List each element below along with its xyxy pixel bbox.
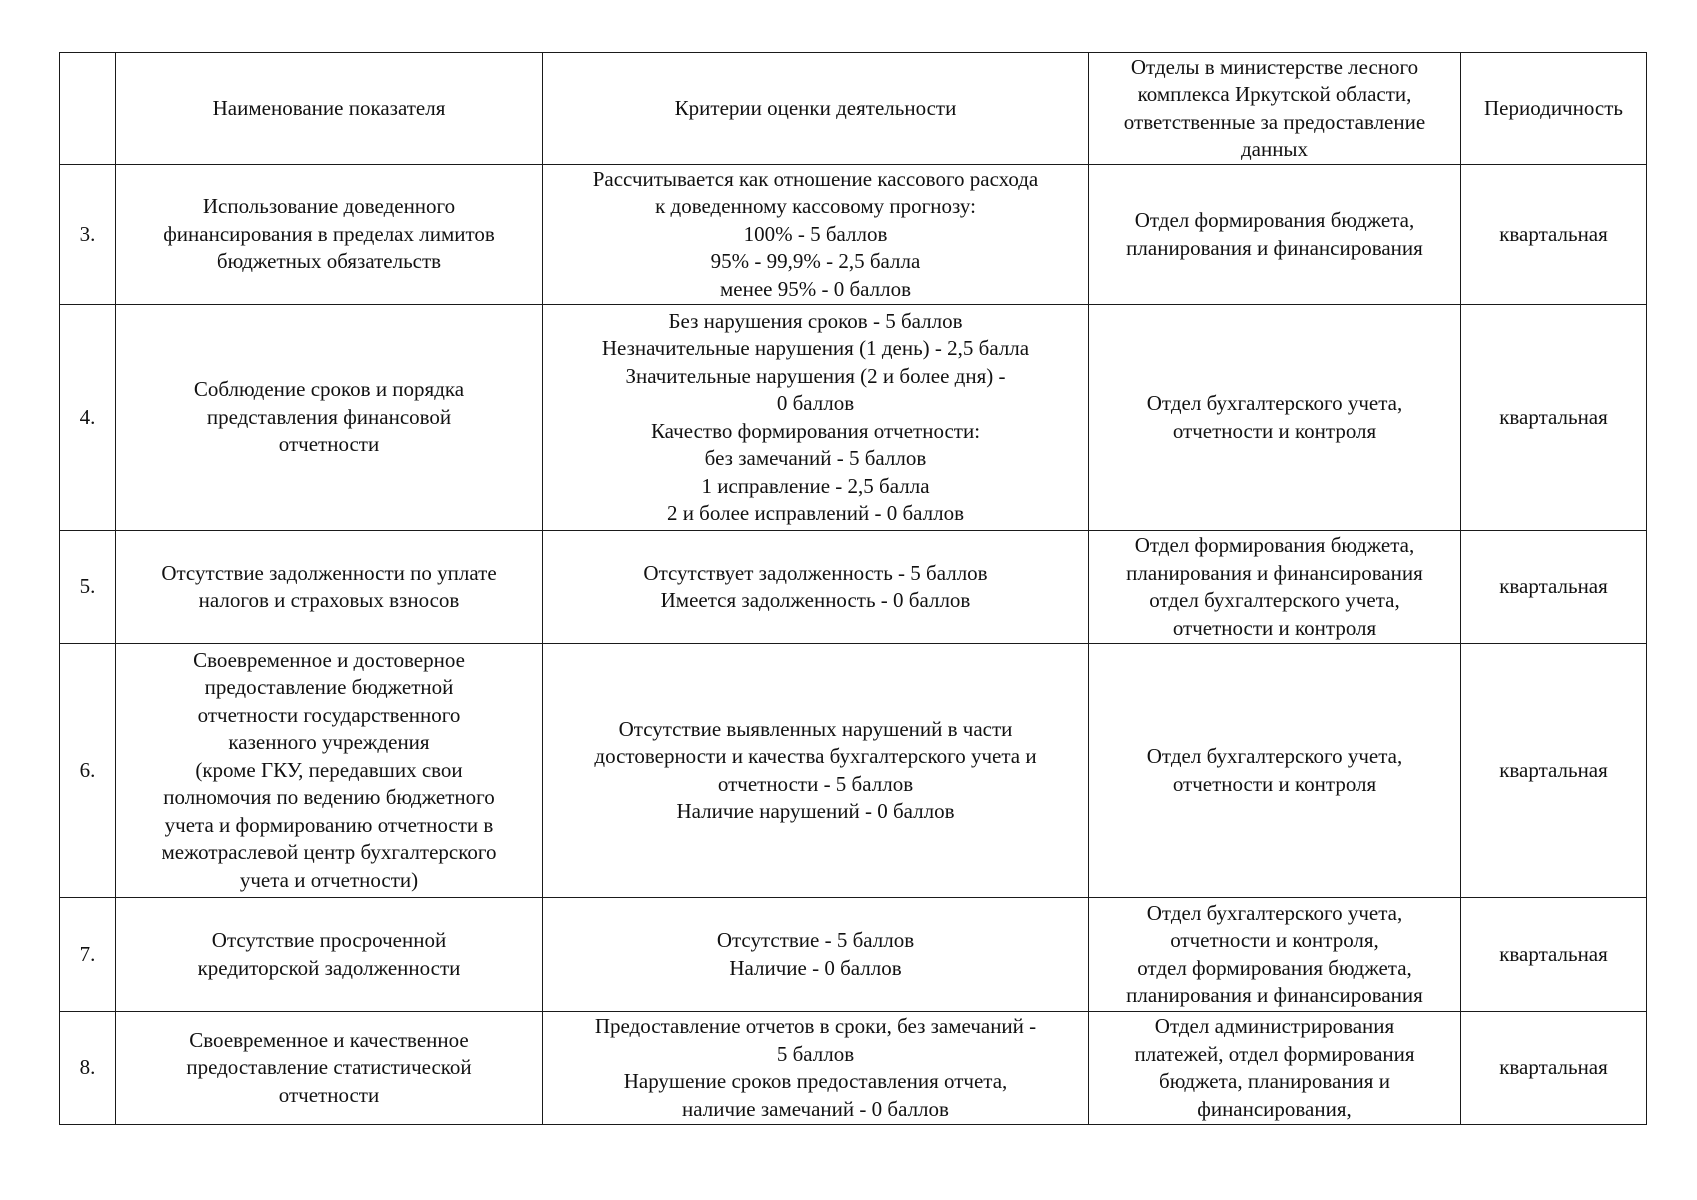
text-line: Отдел бухгалтерского учета, — [1146, 900, 1403, 925]
text-line: Отдел формирования бюджета, — [1134, 208, 1415, 232]
header-departments — [1089, 53, 1461, 165]
responsible-departments — [1089, 898, 1461, 1012]
text-line: бюджета, планирования и — [1159, 1069, 1390, 1093]
indicators-table — [59, 52, 1647, 1125]
table-row — [60, 1012, 1647, 1125]
text-line: (кроме ГКУ, передавших свои — [195, 757, 463, 782]
row-number: 3. — [60, 165, 116, 305]
table-row — [60, 165, 1647, 305]
text-line: 100% - 5 баллов — [743, 221, 888, 246]
periodicity: квартальная — [1461, 165, 1647, 305]
text-line: Без нарушения сроков - 5 баллов — [668, 308, 963, 333]
text-line: отчетности и контроля, — [1170, 928, 1379, 952]
text-line: Имеется задолженность - 0 баллов — [660, 588, 971, 612]
text-line: планирования и финансирования — [1126, 983, 1423, 1007]
text-line: межотраслевой центр бухгалтерского — [161, 840, 497, 865]
criteria — [543, 1012, 1089, 1125]
text-line: Предоставление отчетов в сроки, без замечаний - — [594, 1014, 1037, 1038]
periodicity: квартальная — [1461, 1012, 1647, 1125]
text-line: казенного учреждения — [228, 730, 430, 755]
responsible-departments — [1089, 165, 1461, 305]
text-line: Отсутствие выявленных нарушений в части — [618, 716, 1013, 741]
header-departments-line: Отделы в министерстве лесного — [1130, 54, 1419, 79]
row-number: 5. — [60, 531, 116, 644]
indicator-name — [116, 531, 543, 644]
text-line: предоставление бюджетной — [204, 675, 454, 700]
text-line: 0 баллов — [776, 391, 855, 415]
responsible-departments — [1089, 1012, 1461, 1125]
row-number: 6. — [60, 644, 116, 898]
text-line: Незначительные нарушения (1 день) - 2,5 балла — [601, 336, 1030, 360]
row-number: 8. — [60, 1012, 116, 1125]
text-line: Качество формирования отчетности: — [650, 418, 981, 443]
periodicity: квартальная — [1461, 305, 1647, 531]
indicator-name — [116, 898, 543, 1012]
text-line: Отдел формирования бюджета, — [1134, 533, 1415, 557]
periodicity: квартальная — [1461, 531, 1647, 644]
indicator-name — [116, 1012, 543, 1125]
text-line: к доведенному кассовому прогнозу: — [655, 194, 976, 219]
header-departments-line: ответственные за предоставление — [1123, 109, 1426, 134]
indicator-name — [116, 644, 543, 898]
text-line: Отсутствует задолженность - 5 баллов — [643, 560, 988, 585]
responsible-departments — [1089, 305, 1461, 531]
row-number: 4. — [60, 305, 116, 531]
text-line: кредиторской задолженности — [197, 955, 461, 980]
text-line: планирования и финансирования — [1126, 560, 1423, 585]
criteria — [543, 531, 1089, 644]
indicator-name — [116, 165, 543, 305]
header-periodicity: Периодичность — [1461, 53, 1647, 165]
text-line: налогов и страховых взносов — [198, 588, 460, 612]
text-line: полномочия по ведению бюджетного — [163, 785, 495, 810]
text-line: достоверности и качества бухгалтерского учета и — [594, 744, 1037, 768]
text-line: планирования и финансирования — [1126, 235, 1423, 260]
text-line: Отдел администрирования — [1154, 1014, 1395, 1038]
text-line: Отсутствие задолженности по уплате — [161, 560, 497, 585]
table-row — [60, 305, 1647, 531]
table-row — [60, 898, 1647, 1012]
text-line: отчетности и контроля — [1172, 418, 1377, 443]
text-line: учета и формированию отчетности в — [164, 812, 494, 837]
text-line: отдел бухгалтерского учета, — [1149, 588, 1400, 612]
text-line: отчетности — [278, 432, 380, 457]
text-line: менее 95% - 0 баллов — [719, 276, 912, 301]
text-line: Отсутствие просроченной — [211, 928, 447, 952]
text-line: Наличие - 0 баллов — [729, 955, 902, 980]
text-line: Соблюдение сроков и порядка — [193, 377, 465, 402]
header-departments-line: данных — [1240, 137, 1309, 161]
indicator-name — [116, 305, 543, 531]
text-line: отдел формирования бюджета, — [1137, 955, 1412, 980]
text-line: Значительные нарушения (2 и более дня) - — [625, 363, 1006, 388]
periodicity: квартальная — [1461, 898, 1647, 1012]
table-header-row — [60, 53, 1647, 165]
text-line: бюджетных обязательств — [216, 249, 442, 274]
text-line: без замечаний - 5 баллов — [704, 446, 927, 470]
text-line: отчетности - 5 баллов — [717, 771, 914, 796]
text-line: Нарушение сроков предоставления отчета, — [623, 1069, 1008, 1093]
responsible-departments — [1089, 531, 1461, 644]
text-line: Отдел бухгалтерского учета, — [1146, 744, 1403, 768]
header-number — [60, 53, 116, 165]
text-line: отчетности и контроля — [1172, 771, 1377, 796]
text-line: представления финансовой — [206, 404, 452, 429]
criteria — [543, 165, 1089, 305]
text-line: платежей, отдел формирования — [1134, 1041, 1415, 1066]
header-criteria: Критерии оценки деятельности — [543, 53, 1089, 165]
criteria — [543, 644, 1089, 898]
text-line: Наличие нарушений - 0 баллов — [676, 799, 955, 823]
table-row — [60, 644, 1647, 898]
text-line: 5 баллов — [776, 1041, 855, 1066]
text-line: отчетности — [278, 1082, 380, 1107]
text-line: отчетности и контроля — [1172, 615, 1377, 640]
header-indicator-name: Наименование показателя — [116, 53, 543, 165]
text-line: Использование доведенного — [202, 194, 456, 219]
text-line: отчетности государственного — [197, 702, 461, 727]
text-line: Рассчитывается как отношение кассового расхода — [592, 166, 1039, 191]
text-line: наличие замечаний - 0 баллов — [682, 1096, 949, 1121]
text-line: Своевременное и достоверное — [193, 647, 465, 672]
responsible-departments — [1089, 644, 1461, 898]
text-line: предоставление статистической — [186, 1055, 472, 1080]
text-line: финансирования в пределах лимитов — [163, 221, 495, 246]
text-line: финансирования, — [1197, 1096, 1352, 1121]
periodicity: квартальная — [1461, 644, 1647, 898]
text-line: 95% - 99,9% - 2,5 балла — [710, 249, 921, 274]
text-line: Своевременное и качественное — [189, 1027, 469, 1052]
text-line: учета и отчетности) — [239, 867, 419, 892]
text-line: Отсутствие - 5 баллов — [716, 928, 915, 952]
criteria — [543, 305, 1089, 531]
row-number: 7. — [60, 898, 116, 1012]
criteria — [543, 898, 1089, 1012]
header-departments-line: комплекса Иркутской области, — [1137, 82, 1412, 106]
text-line: 1 исправление - 2,5 балла — [701, 473, 930, 498]
text-line: 2 и более исправлений - 0 баллов — [666, 501, 965, 525]
table-row — [60, 531, 1647, 644]
text-line: Отдел бухгалтерского учета, — [1146, 391, 1403, 415]
